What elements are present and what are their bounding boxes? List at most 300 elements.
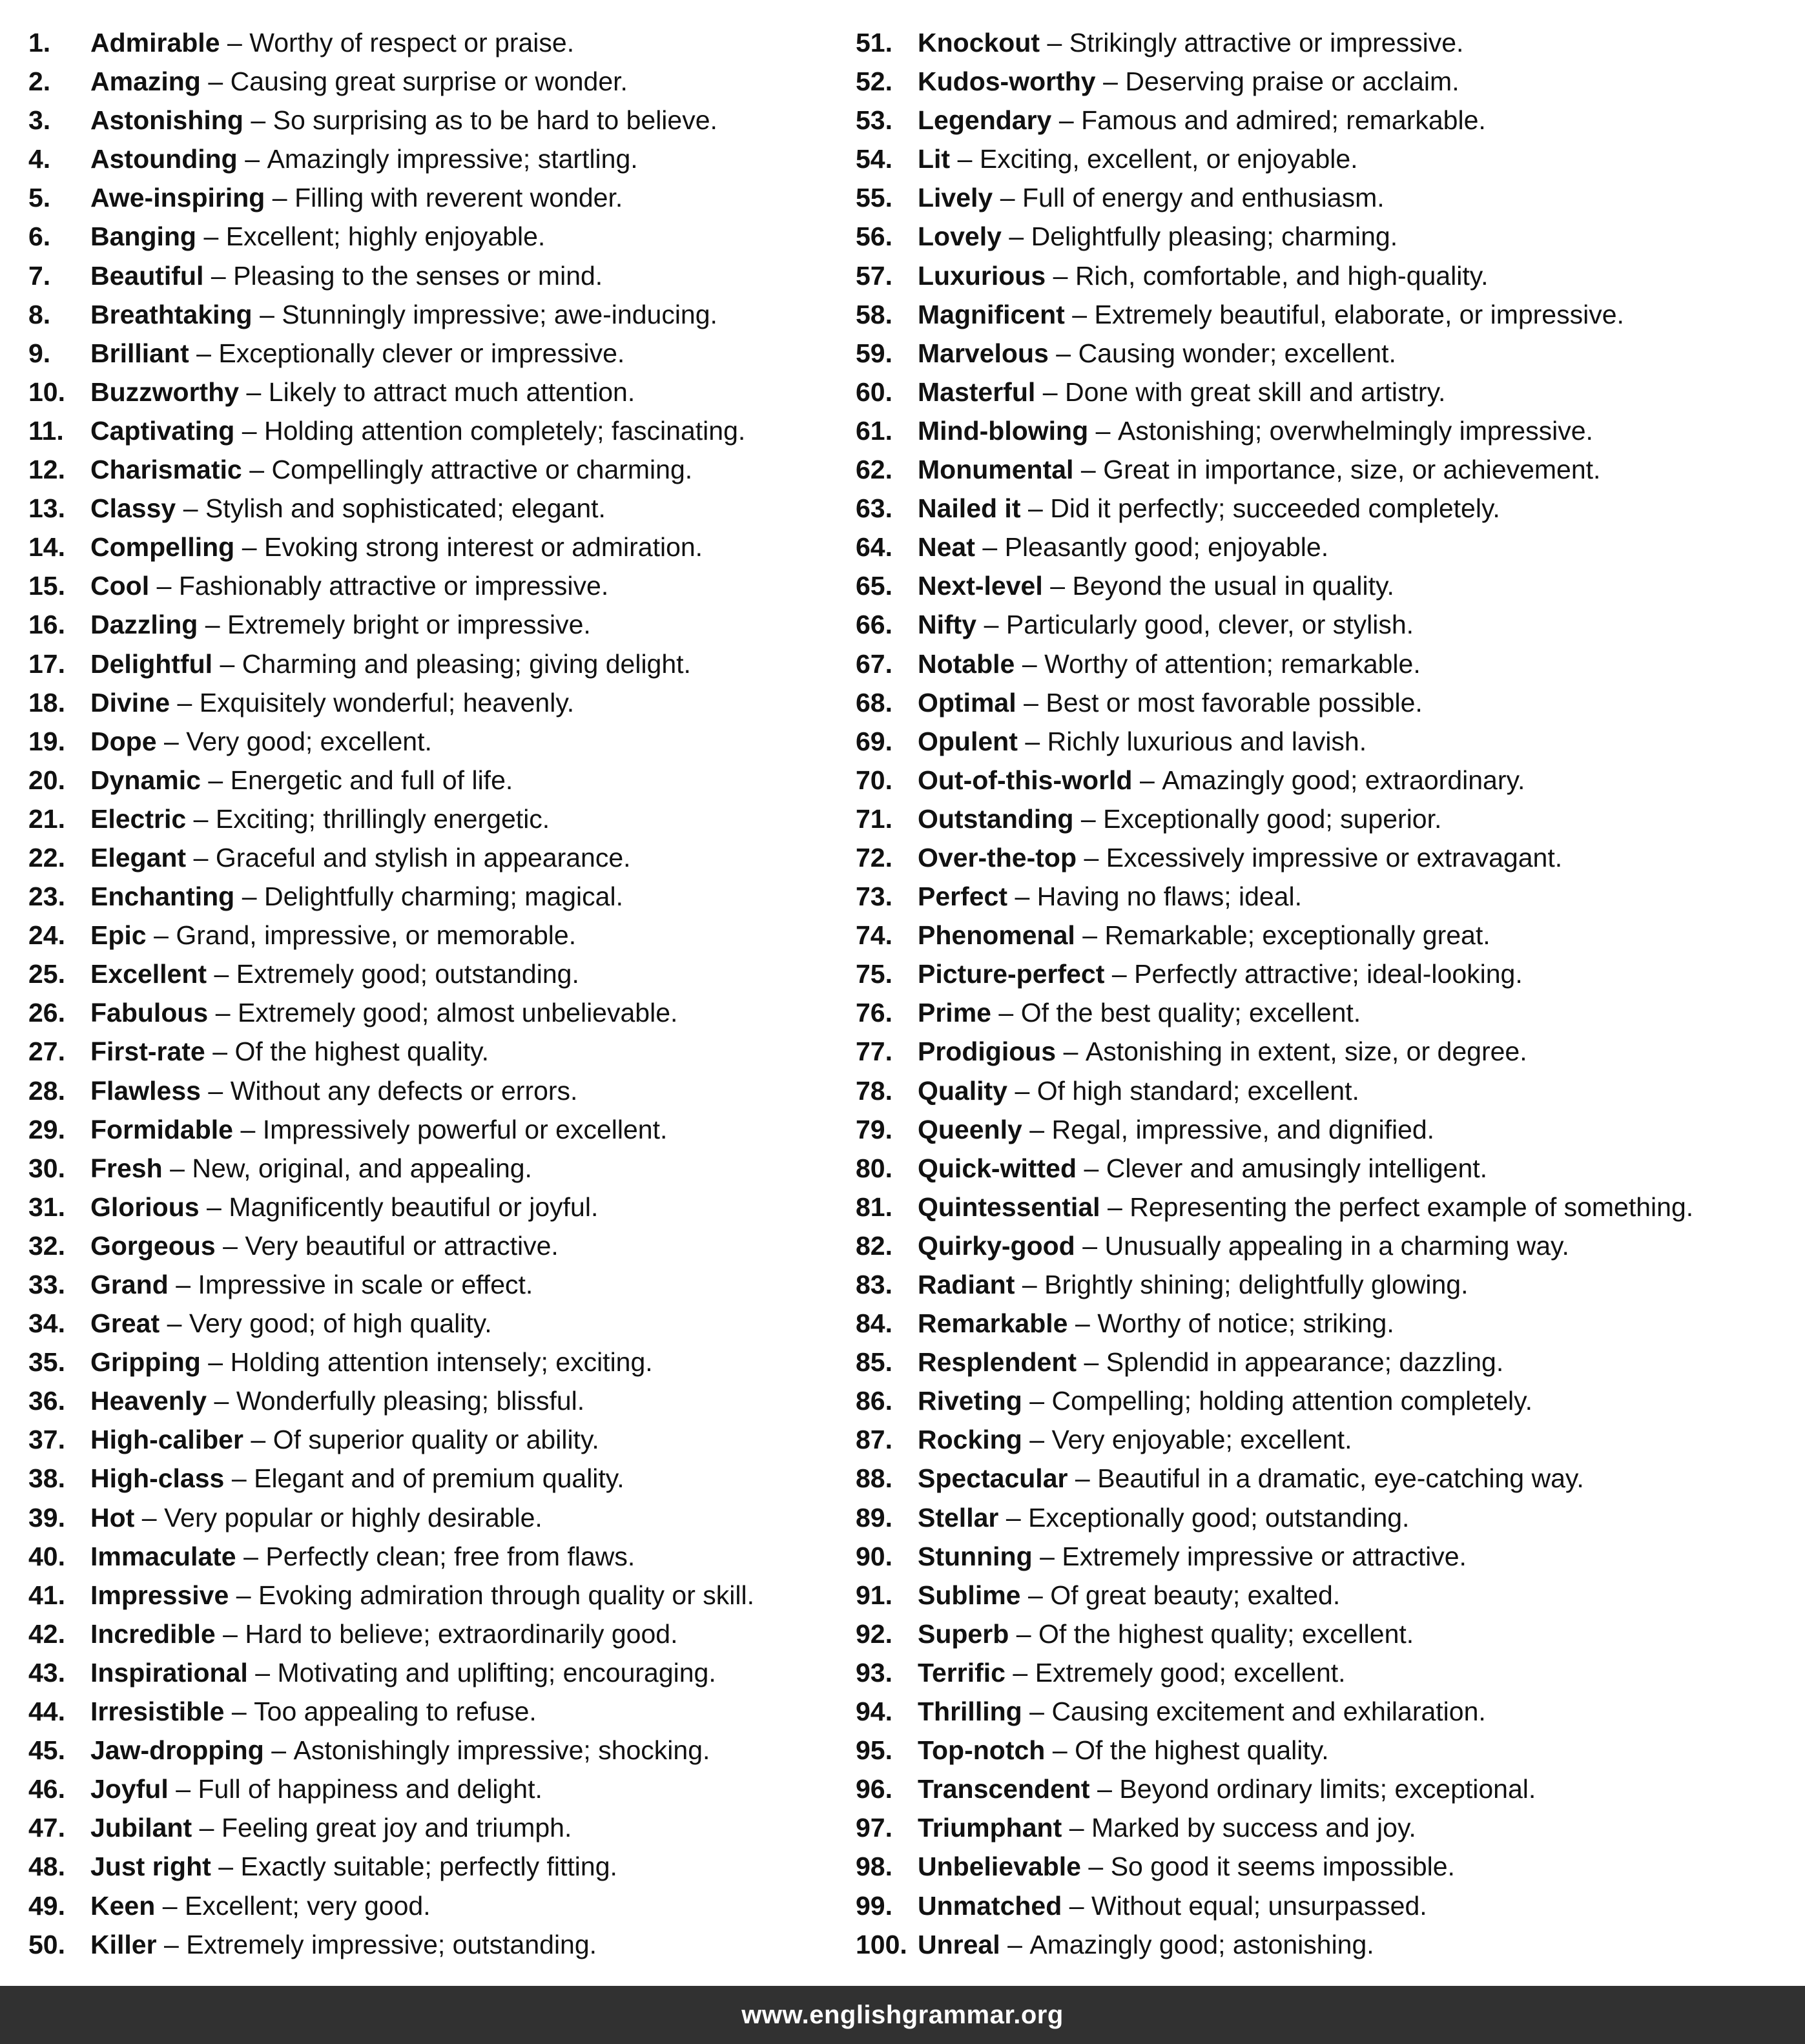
entry-text <box>918 1925 1374 1964</box>
word-entry <box>856 761 1799 800</box>
word-entry <box>856 373 1799 411</box>
entry-word: Over-the-top <box>918 842 1077 872</box>
entry-word: Great <box>90 1308 160 1339</box>
entry-text <box>90 1537 635 1576</box>
entry-text <box>90 800 550 838</box>
footer-website-link[interactable]: www.englishgrammar.org <box>741 2000 1064 2029</box>
entry-text <box>918 1149 1487 1188</box>
entry-dash: – <box>223 1618 238 1649</box>
entry-definition: Of the highest quality; excellent. <box>1038 1618 1414 1649</box>
entry-definition: Causing wonder; excellent. <box>1078 338 1396 368</box>
entry-word: Queenly <box>918 1114 1022 1144</box>
entry-text <box>918 411 1593 450</box>
word-list-right-column <box>856 23 1799 1964</box>
entry-dash: – <box>1053 260 1068 291</box>
entry-text <box>918 1808 1416 1847</box>
entry-dash: – <box>170 1153 185 1183</box>
entry-dash: – <box>1082 1230 1097 1261</box>
entry-number: 57. <box>856 260 892 291</box>
word-entry <box>856 993 1799 1032</box>
entry-number: 9. <box>28 338 51 368</box>
entry-definition: Likely to attract much attention. <box>268 377 635 407</box>
entry-dash: – <box>203 222 219 252</box>
word-entry <box>28 256 836 295</box>
entry-definition: Extremely impressive or attractive. <box>1062 1541 1467 1571</box>
word-entry <box>856 178 1799 217</box>
entry-text <box>90 23 574 62</box>
entry-dash: – <box>1097 1774 1112 1804</box>
entry-definition: Astonishingly impressive; shocking. <box>293 1735 710 1766</box>
entry-definition: Delightfully pleasing; charming. <box>1031 222 1398 252</box>
word-entry <box>28 1343 836 1381</box>
entry-dash: – <box>220 648 235 679</box>
entry-text <box>918 256 1489 295</box>
entry-dash: – <box>1107 1192 1122 1222</box>
entry-text <box>90 1149 532 1188</box>
entry-text <box>90 605 591 644</box>
entry-number: 34. <box>28 1308 65 1339</box>
entry-dash: – <box>1040 1541 1055 1571</box>
word-entry <box>856 1576 1799 1615</box>
entry-dash: – <box>1069 1813 1084 1843</box>
entry-text <box>918 1188 1693 1226</box>
word-entry <box>856 955 1799 993</box>
word-entry <box>856 450 1799 489</box>
entry-word: Neat <box>918 532 975 563</box>
entry-dash: – <box>1007 1929 1022 1959</box>
entry-definition: Astonishing; overwhelmingly impressive. <box>1117 415 1593 446</box>
entry-dash: – <box>208 1347 223 1378</box>
entry-dash: – <box>156 571 172 601</box>
entry-number: 22. <box>28 842 65 872</box>
word-entry <box>28 605 836 644</box>
entry-text <box>90 528 703 566</box>
entry-number: 54. <box>856 144 892 174</box>
entry-word: Legendary <box>918 105 1052 136</box>
entry-text <box>918 1770 1536 1808</box>
word-entry <box>28 1692 836 1731</box>
entry-text <box>90 566 608 605</box>
entry-dash: – <box>211 260 226 291</box>
entry-text <box>90 450 692 489</box>
entry-definition: New, original, and appealing. <box>192 1153 532 1183</box>
entry-number: 47. <box>28 1813 65 1843</box>
entry-text <box>90 1459 624 1498</box>
entry-word: Charismatic <box>90 455 242 485</box>
entry-definition: Without equal; unsurpassed. <box>1091 1890 1427 1921</box>
entry-definition: Representing the perfect example of something. <box>1129 1192 1694 1222</box>
entry-number: 5. <box>28 183 51 213</box>
entry-number: 95. <box>856 1735 892 1766</box>
entry-number: 11. <box>28 415 64 446</box>
entry-dash: – <box>1029 1425 1045 1455</box>
entry-number: 53. <box>856 105 892 136</box>
entry-word: Jaw-dropping <box>90 1735 264 1766</box>
entry-number: 30. <box>28 1153 65 1183</box>
entry-word: Banging <box>90 222 196 252</box>
entry-definition: Delightfully charming; magical. <box>263 882 623 912</box>
entry-word: Heavenly <box>90 1386 207 1416</box>
entry-dash: – <box>196 338 211 368</box>
entry-text <box>90 1420 599 1459</box>
word-entry <box>856 1537 1799 1576</box>
entry-number: 24. <box>28 920 65 951</box>
entry-number: 20. <box>28 765 65 795</box>
entry-word: Gripping <box>90 1347 201 1378</box>
entry-text <box>918 528 1328 566</box>
entry-word: High-caliber <box>90 1425 243 1455</box>
entry-definition: Fashionably attractive or impressive. <box>178 571 609 601</box>
word-entry <box>28 1110 836 1149</box>
word-entry <box>28 139 836 178</box>
entry-text <box>918 722 1367 761</box>
entry-word: Jubilant <box>90 1813 192 1843</box>
entry-number: 28. <box>28 1075 65 1106</box>
entry-dash: – <box>1047 28 1062 57</box>
word-entry <box>28 955 836 993</box>
entry-dash: – <box>199 1813 214 1843</box>
entry-definition: Regal, impressive, and dignified. <box>1051 1114 1435 1144</box>
entry-word: High-class <box>90 1463 225 1494</box>
word-entry <box>856 1304 1799 1343</box>
entry-word: Out-of-this-world <box>918 765 1133 795</box>
entry-definition: Best or most favorable possible. <box>1046 687 1423 717</box>
entry-number: 63. <box>856 493 892 524</box>
entry-text <box>90 1576 754 1615</box>
entry-definition: Too appealing to refuse. <box>254 1697 537 1727</box>
entry-word: Prodigious <box>918 1037 1057 1067</box>
word-entry <box>28 838 836 877</box>
entry-dash: – <box>260 299 274 329</box>
word-entry <box>28 450 836 489</box>
entry-definition: Amazingly good; astonishing. <box>1029 1929 1374 1959</box>
word-entry <box>28 334 836 373</box>
entry-number: 85. <box>856 1347 892 1378</box>
entry-definition: Famous and admired; remarkable. <box>1081 105 1486 136</box>
entry-definition: Exciting; thrillingly energetic. <box>215 803 550 834</box>
entry-number: 35. <box>28 1347 65 1378</box>
entry-dash: – <box>183 493 198 524</box>
entry-text <box>918 1032 1527 1071</box>
entry-dash: – <box>1080 803 1096 834</box>
entry-dash: – <box>1024 687 1038 717</box>
entry-dash: – <box>246 377 262 407</box>
entry-dash: – <box>1084 842 1099 872</box>
entry-text <box>918 62 1459 101</box>
entry-text <box>90 916 576 955</box>
word-entry <box>28 295 836 334</box>
entry-number: 81. <box>856 1192 892 1222</box>
entry-definition: Very good; of high quality. <box>189 1308 492 1339</box>
entry-number: 59. <box>856 338 892 368</box>
entry-number: 33. <box>28 1270 65 1299</box>
entry-number: 67. <box>856 648 892 679</box>
entry-word: Kudos-worthy <box>918 67 1096 97</box>
entry-word: Amazing <box>90 67 201 97</box>
entry-definition: Hard to believe; extraordinarily good. <box>245 1618 678 1649</box>
entry-word: Quick-witted <box>918 1153 1077 1183</box>
word-entry <box>28 1226 836 1265</box>
entry-text <box>90 1032 489 1071</box>
entry-dash: – <box>208 67 223 97</box>
entry-definition: Elegant and of premium quality. <box>254 1463 624 1494</box>
entry-dash: – <box>1009 222 1024 252</box>
word-entry <box>856 1226 1799 1265</box>
entry-dash: – <box>164 1929 179 1959</box>
entry-word: Captivating <box>90 415 235 446</box>
entry-dash: – <box>251 105 266 136</box>
entry-dash: – <box>982 532 998 563</box>
entry-word: Knockout <box>918 28 1040 57</box>
entry-definition: Motivating and uplifting; encouraging. <box>277 1657 716 1688</box>
entry-text <box>918 1459 1584 1498</box>
entry-number: 71. <box>856 803 892 834</box>
word-entry <box>28 528 836 566</box>
word-entry <box>856 1692 1799 1731</box>
entry-number: 41. <box>28 1580 65 1610</box>
entry-dash: – <box>957 144 973 174</box>
entry-number: 97. <box>856 1813 892 1843</box>
entry-word: Gorgeous <box>90 1230 216 1261</box>
entry-number: 37. <box>28 1425 65 1455</box>
entry-definition: Splendid in appearance; dazzling. <box>1106 1347 1504 1378</box>
entry-dash: – <box>1029 1697 1044 1727</box>
entry-word: Lively <box>918 183 993 213</box>
entry-number: 27. <box>28 1037 65 1067</box>
entry-dash: – <box>207 1192 222 1222</box>
word-entry <box>28 1459 836 1498</box>
entry-word: Glorious <box>90 1192 200 1222</box>
word-entry <box>28 1576 836 1615</box>
entry-definition: Clever and amusingly intelligent. <box>1106 1153 1488 1183</box>
entry-definition: Extremely good; excellent. <box>1035 1657 1346 1688</box>
entry-definition: Causing excitement and exhilaration. <box>1051 1697 1486 1727</box>
entry-text <box>90 411 745 450</box>
word-entry <box>28 217 836 256</box>
entry-dash: – <box>212 1037 227 1067</box>
entry-dash: – <box>1052 1735 1068 1766</box>
entry-number: 74. <box>856 920 892 951</box>
entry-word: Triumphant <box>918 1813 1062 1843</box>
entry-dash: – <box>1084 1347 1099 1378</box>
entry-number: 42. <box>28 1618 65 1649</box>
entry-text <box>90 1343 653 1381</box>
entry-dash: – <box>214 959 229 989</box>
entry-word: Breathtaking <box>90 299 253 329</box>
entry-word: Epic <box>90 920 147 951</box>
entry-definition: Very good; excellent. <box>186 726 432 756</box>
entry-definition: Causing great surprise or wonder. <box>230 67 628 97</box>
word-entry <box>856 1886 1799 1925</box>
entry-word: Notable <box>918 648 1015 679</box>
entry-definition: Very popular or highly desirable. <box>164 1502 542 1533</box>
entry-number: 15. <box>28 571 65 601</box>
entry-definition: Full of energy and enthusiasm. <box>1022 183 1385 213</box>
entry-definition: Impressive in scale or effect. <box>198 1270 533 1299</box>
entry-text <box>918 1265 1468 1304</box>
entry-number: 45. <box>28 1735 65 1766</box>
word-entry <box>856 1925 1799 1964</box>
entry-word: Prime <box>918 998 991 1028</box>
entry-dash: – <box>1042 377 1058 407</box>
entry-word: Opulent <box>918 726 1018 756</box>
entry-number: 65. <box>856 571 892 601</box>
entry-word: Classy <box>90 493 176 524</box>
entry-number: 86. <box>856 1386 892 1416</box>
entry-text <box>90 1498 542 1537</box>
entry-definition: Grand, impressive, or memorable. <box>176 920 577 951</box>
entry-definition: Compellingly attractive or charming. <box>271 455 693 485</box>
word-entry <box>856 877 1799 916</box>
entry-word: Divine <box>90 687 170 717</box>
entry-dash: – <box>1015 882 1030 912</box>
entry-text <box>90 1653 716 1692</box>
entry-word: Electric <box>90 803 187 834</box>
word-entry <box>856 1808 1799 1847</box>
entry-text <box>918 1847 1455 1886</box>
entry-definition: Strikingly attractive or impressive. <box>1069 28 1464 57</box>
entry-definition: Very beautiful or attractive. <box>245 1230 559 1261</box>
word-entry <box>856 1149 1799 1188</box>
word-entry <box>28 683 836 722</box>
entry-definition: Compelling; holding attention completely. <box>1051 1386 1533 1416</box>
entry-word: Quirky-good <box>918 1230 1075 1261</box>
entry-number: 61. <box>856 415 892 446</box>
entry-dash: – <box>1139 765 1155 795</box>
entry-dash: – <box>1080 455 1096 485</box>
entry-definition: Exceptionally good; superior. <box>1103 803 1442 834</box>
entry-word: First-rate <box>90 1037 205 1067</box>
entry-dash: – <box>249 455 264 485</box>
entry-word: Marvelous <box>918 338 1049 368</box>
entry-word: Phenomenal <box>918 920 1075 951</box>
word-entry <box>28 489 836 528</box>
entry-text <box>90 178 623 217</box>
entry-text <box>918 877 1302 916</box>
entry-number: 83. <box>856 1270 892 1299</box>
entry-text <box>90 1304 492 1343</box>
entry-number: 69. <box>856 726 892 756</box>
entry-text <box>90 139 638 178</box>
entry-definition: Having no flaws; ideal. <box>1037 882 1302 912</box>
word-entry <box>28 1071 836 1110</box>
word-entry <box>28 722 836 761</box>
word-entry <box>28 411 836 450</box>
entry-number: 25. <box>28 959 65 989</box>
entry-definition: Brightly shining; delightfully glowing. <box>1044 1270 1469 1299</box>
entry-word: Inspirational <box>90 1657 248 1688</box>
entry-word: Unreal <box>918 1929 1000 1959</box>
word-entry <box>28 877 836 916</box>
entry-text <box>918 178 1385 217</box>
entry-text <box>90 101 717 139</box>
entry-word: Picture-perfect <box>918 959 1105 989</box>
entry-text <box>918 1420 1352 1459</box>
word-entry <box>856 295 1799 334</box>
entry-dash: – <box>163 726 179 756</box>
entry-number: 100. <box>856 1929 907 1959</box>
entry-number: 80. <box>856 1153 892 1183</box>
entry-text <box>918 916 1490 955</box>
entry-text <box>918 683 1423 722</box>
entry-text <box>90 1808 572 1847</box>
entry-definition: Full of happiness and delight. <box>198 1774 542 1804</box>
entry-word: Formidable <box>90 1114 233 1144</box>
entry-text <box>90 761 513 800</box>
entry-dash: – <box>141 1502 157 1533</box>
entry-text <box>918 1498 1409 1537</box>
word-entry <box>28 1381 836 1420</box>
entry-number: 98. <box>856 1852 892 1882</box>
entry-word: Rocking <box>918 1425 1022 1455</box>
word-entry <box>856 1188 1799 1226</box>
entry-definition: Extremely good; outstanding. <box>236 959 579 989</box>
entry-number: 99. <box>856 1890 892 1921</box>
entry-definition: Rich, comfortable, and high-quality. <box>1075 260 1489 291</box>
entry-word: Outstanding <box>918 803 1074 834</box>
entry-definition: Exquisitely wonderful; heavenly. <box>199 687 575 717</box>
entry-word: Remarkable <box>918 1308 1068 1339</box>
entry-dash: – <box>208 765 223 795</box>
word-entry <box>856 528 1799 566</box>
entry-definition: Astonishing in extent, size, or degree. <box>1085 1037 1527 1067</box>
word-entry <box>856 411 1799 450</box>
entry-definition: Stylish and sophisticated; elegant. <box>205 493 606 524</box>
entry-definition: Did it perfectly; succeeded completely. <box>1050 493 1500 524</box>
entry-word: Fabulous <box>90 998 209 1028</box>
entry-definition: Remarkable; exceptionally great. <box>1104 920 1490 951</box>
entry-word: Stellar <box>918 1502 999 1533</box>
entry-word: Compelling <box>90 532 235 563</box>
entry-word: Lovely <box>918 222 1002 252</box>
entry-number: 32. <box>28 1230 65 1261</box>
entry-text <box>90 489 606 528</box>
entry-definition: Unusually appealing in a charming way. <box>1104 1230 1569 1261</box>
entry-text <box>918 1071 1359 1110</box>
entry-number: 92. <box>856 1618 892 1649</box>
word-entry <box>28 1731 836 1770</box>
entry-word: Spectacular <box>918 1463 1068 1494</box>
entry-dash: – <box>176 1270 191 1299</box>
entry-definition: Amazingly good; extraordinary. <box>1162 765 1525 795</box>
entry-definition: Feeling great joy and triumph. <box>221 1813 572 1843</box>
word-entry <box>28 1498 836 1537</box>
word-entry <box>856 1110 1799 1149</box>
entry-definition: Worthy of respect or praise. <box>249 28 575 57</box>
word-entry <box>856 256 1799 295</box>
entry-dash: – <box>242 532 257 563</box>
entry-text <box>90 1615 677 1653</box>
entry-text <box>90 1770 542 1808</box>
word-entry <box>28 761 836 800</box>
entry-number: 66. <box>856 610 892 640</box>
entry-text <box>90 1925 597 1964</box>
word-entry <box>28 1808 836 1847</box>
entry-dash: – <box>208 1075 223 1106</box>
entry-dash: – <box>214 1386 229 1416</box>
entry-definition: Pleasing to the senses or mind. <box>233 260 603 291</box>
entry-word: Buzzworthy <box>90 377 240 407</box>
word-entry <box>28 1032 836 1071</box>
entry-word: Nailed it <box>918 493 1021 524</box>
entry-word: Irresistible <box>90 1697 225 1727</box>
entry-word: Fresh <box>90 1153 163 1183</box>
entry-text <box>918 1537 1467 1576</box>
entry-number: 18. <box>28 687 65 717</box>
entry-dash: – <box>167 1308 182 1339</box>
entry-definition: Evoking admiration through quality or skill. <box>258 1580 754 1610</box>
entry-text <box>90 1188 598 1226</box>
